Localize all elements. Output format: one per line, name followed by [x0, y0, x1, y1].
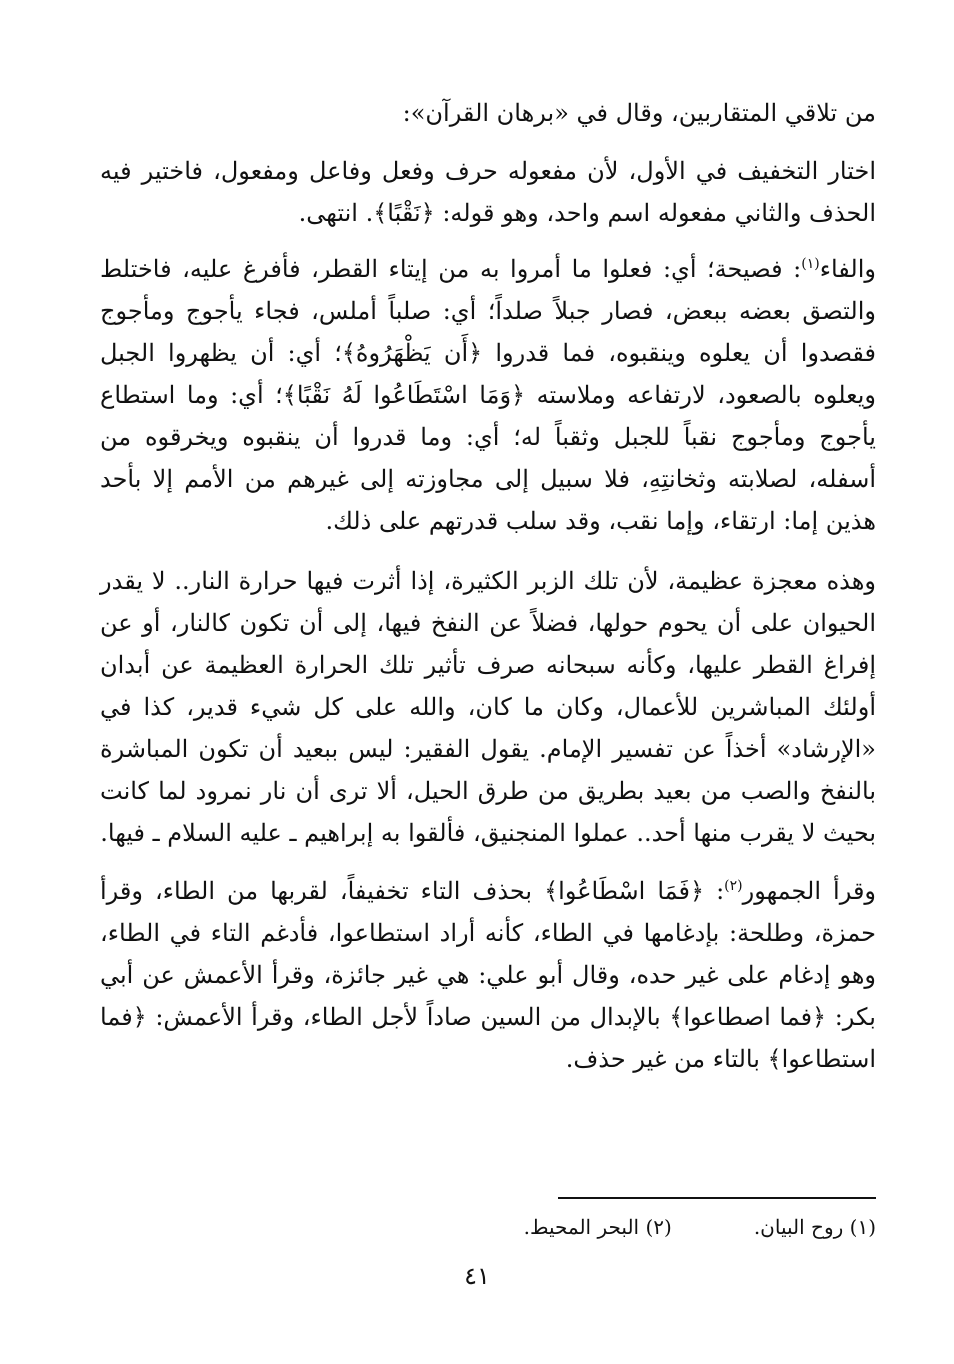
footnote-1: (١) روح البيان.: [753, 1215, 876, 1239]
footnote-2: (٢) البحر المحيط.: [523, 1215, 672, 1239]
paragraph-2: اختار التخفيف في الأول، لأن مفعوله حرف وفعل وفاعل ومفعول، فاختير فيه الحذف والثاني مفعوله اسم واحد، وهو قوله: ﴿نَقْبًا﴾. انتهى.: [100, 157, 876, 227]
footnotes: [100, 1212, 876, 1242]
paragraph-3: [100, 248, 876, 542]
paragraph-5: [100, 870, 876, 1080]
footnote-ref-2[interactable]: (٢): [724, 878, 743, 894]
paragraph-4: وهذه معجزة عظيمة، لأن تلك الزبر الكثيرة، إذا أثرت فيها حرارة النار.. لا يقدر الحيوان على أن يحوم حولها، فضلاً عن النفخ فيها، إلى أن تكون كالنار، أو عن إفراغ القطر عليها، وكأنه سبحانه صرف تأثير تلك الحرارة العظيمة عن أبدان أولئك المباشرين للأعمال، وكان ما كان، والله على كل شيء قدير، كذا في «الإرشاد» أخذاً عن تفسير الإمام. يقول الفقير: ليس ببعيد أن تكون المباشرة بالنفخ والصب من بعيد بطريق من طرق الحيل، ألا ترى أن نار نمرود لما كانت بحيث لا يقرب منها أحد.. عملوا المنجنيق، فألقوا به إبراهيم ـ عليه السلام ـ فيها.: [100, 567, 876, 847]
paragraph-5-body: : ﴿فَمَا اسْطَاعُوا﴾ بحذف التاء تخفيفاً، لقربها من الطاء، وقرأ حمزة، وطلحة: بإدغامها في الطاء، كأنه أراد استطاعوا، فأدغم التاء في الطاء، وهو إدغام على غير حده، وقال أبو علي: هي غير جائزة، وقرأ الأعمش عن أبي بكر: ﴿فما اصطاعوا﴾ بالإبدال من السين صاداً لأجل الطاء، وقرأ الأعمش: ﴿فما استطاعوا﴾ بالتاء من غير حذف.: [100, 877, 877, 1073]
page-number: ٤١: [464, 1262, 490, 1290]
footnote-ref-1[interactable]: (١): [801, 256, 820, 272]
paragraph-3-lead: والفاء: [819, 255, 876, 283]
paragraph-1: من تلاقي المتقاربين، وقال في «برهان القرآن»:: [402, 99, 876, 127]
page-body: [100, 92, 876, 1080]
paragraph-3-body: : فصيحة؛ أي: فعلوا ما أمروا به من إيتاء القطر، فأفرغ عليه، فاختلط والتصق بعضه ببعض، فصار جبلاً صلداً؛ أي: صلباً أملس، فجاء يأجوج ومأجوج فقصدوا أن يعلوه وينقبوه، فما قدروا ﴿أَن يَظْهَرُوهُ﴾؛ أي: أن يظهروا الجبل ويعلوه بالصعود، لارتفاعه وملاسته ﴿وَمَا اسْتَطَاعُوا لَهُ نَقْبًا﴾؛ أي: وما استطاع يأجوج ومأجوج نقباً للجبل وثقباً له؛ أي: وما قدروا أن ينقبوه ويخرقوه من أسفله، لصلابته وثخانتِهِ، فلا سبيل إلى مجاوزته إلى غيرهم من الأمم إلا بأحد هذين إما: ارتقاء، وإما نقب، وقد سلب قدرتهم على ذلك.: [100, 255, 876, 535]
footnote-separator: [558, 1197, 876, 1199]
paragraph-5-lead: وقرأ الجمهور: [742, 877, 876, 905]
